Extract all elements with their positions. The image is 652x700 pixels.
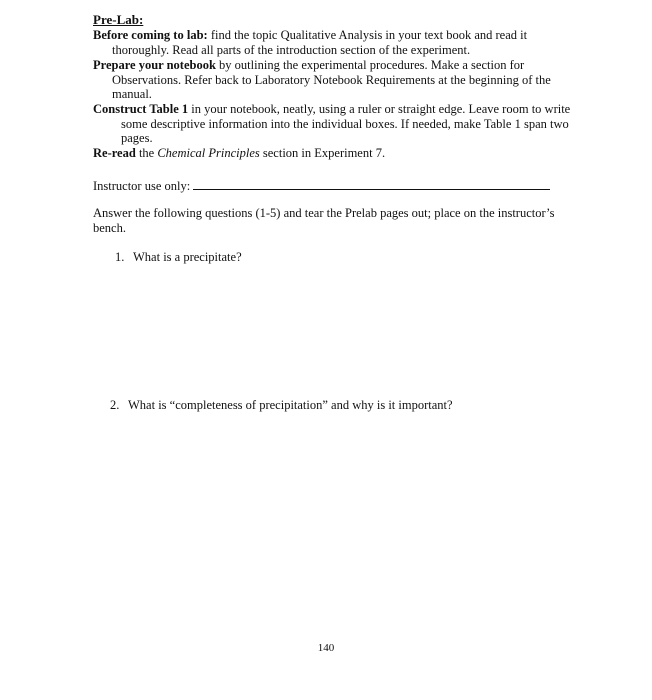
question-text: What is “completeness of precipitation” and why is it important? xyxy=(128,398,453,412)
instruction-lead: Prepare your notebook xyxy=(93,58,216,72)
instruction-before-lab xyxy=(93,28,577,57)
question-text: What is a precipitate? xyxy=(133,250,242,264)
instruction-text: by outlining the experimental procedures. Make a section for Observations. Refer back to Laboratory Notebook Requirements at the beginning of the manual. xyxy=(112,58,551,102)
question-number: 2. xyxy=(110,398,120,412)
instruction-construct-table xyxy=(93,102,586,146)
instruction-lead: Construct Table 1 xyxy=(93,102,189,116)
question-2 xyxy=(110,398,453,413)
instruction-prepare-notebook xyxy=(93,58,577,102)
instructor-use-line xyxy=(93,177,553,194)
instruction-text: section in Experiment 7. xyxy=(259,146,386,160)
instruction-text: find the topic Qualitative Analysis in your text book and read it thoroughly. Read all parts of the introduction section of the experiment. xyxy=(112,28,528,57)
question-number: 1. xyxy=(115,250,125,264)
instructor-label: Instructor use only: xyxy=(93,179,191,193)
question-1 xyxy=(115,250,242,265)
instruction-reread xyxy=(93,146,577,161)
instruction-lead: Before coming to lab: xyxy=(93,28,208,42)
instruction-text: the xyxy=(135,146,158,160)
instruction-italic-title: Chemical Principles xyxy=(157,146,260,160)
instructor-signature-blank[interactable] xyxy=(193,177,550,190)
instruction-lead: Re-read xyxy=(93,146,136,160)
instruction-text: in your notebook, neatly, using a ruler or straight edge. Leave room to write some descriptive information into the individual boxes. If needed, make Table 1 span two pages. xyxy=(121,102,571,146)
page-number: 140 xyxy=(317,642,335,654)
answer-instructions: Answer the following questions (1-5) and tear the Prelab pages out; place on the instructor’s bench. xyxy=(93,206,555,235)
prelab-heading: Pre-Lab: xyxy=(93,12,144,27)
